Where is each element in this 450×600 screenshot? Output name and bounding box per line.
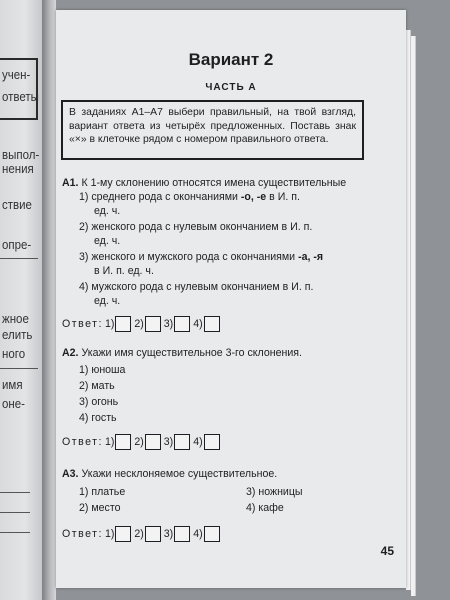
left-page-rule: [0, 492, 30, 493]
answer-checkbox[interactable]: [174, 526, 190, 542]
question-number: А1.: [62, 177, 79, 189]
left-page-text: имя: [2, 378, 23, 392]
left-page-text: оне-: [2, 397, 25, 411]
option-a3-2: 2) место: [79, 502, 121, 514]
option-a3-1: 1) платье: [79, 486, 126, 498]
workbook-page: [56, 10, 406, 588]
question-number: А3.: [62, 468, 79, 480]
answer-checkbox[interactable]: [145, 316, 161, 332]
page-edge: [411, 36, 416, 596]
option-a1-1: 1) среднего рода с окончаниями -о, -е в И. п. ед. ч.: [79, 191, 300, 217]
left-page-rule: [0, 532, 30, 533]
answer-checkbox[interactable]: [145, 526, 161, 542]
answer-checkbox[interactable]: [204, 526, 220, 542]
left-page-rule: [0, 512, 30, 513]
option-a1-2: 2) женского рода с нулевым окончанием в И. п. ед. ч.: [79, 221, 313, 247]
left-page-text: ствие: [2, 198, 32, 212]
answer-label: Ответ:: [62, 318, 103, 330]
part-heading: ЧАСТЬ А: [205, 82, 257, 93]
answer-checkbox[interactable]: [174, 316, 190, 332]
option-a3-3: 3) ножницы: [246, 486, 303, 498]
left-page-text: ответы: [2, 90, 39, 104]
left-page-text: ного: [2, 347, 26, 361]
question-a2: [62, 347, 382, 361]
page-title: Вариант 2: [188, 50, 274, 69]
left-page-text: жное: [2, 312, 29, 326]
answer-label: Ответ:: [62, 528, 103, 540]
left-page-rule: [0, 258, 38, 259]
answer-label: Ответ:: [62, 436, 103, 448]
left-page-text: нения: [2, 162, 34, 176]
option-a2-4: 4) гость: [79, 412, 117, 424]
option-a1-4: 4) мужского рода с нулевым окончанием в И. п. ед. ч.: [79, 281, 314, 307]
option-a2-3: 3) огонь: [79, 396, 119, 408]
option-a3-4: 4) кафе: [246, 502, 284, 514]
answer-row-a1: Ответ: 1) 2) 3) 4): [62, 316, 223, 332]
question-text: К 1-му склонению относятся имена существительные: [81, 177, 347, 189]
left-page-rule: [0, 368, 38, 369]
question-a1: [62, 177, 382, 191]
answer-row-a3: Ответ: 1) 2) 3) 4): [62, 526, 223, 542]
option-a2-1: 1) юноша: [79, 364, 126, 376]
question-text: Укажи имя существительное 3-го склонения.: [81, 347, 302, 359]
option-a2-2: 2) мать: [79, 380, 115, 392]
left-page-text: выпол-: [2, 148, 40, 162]
answer-checkbox[interactable]: [115, 316, 131, 332]
option-a1-3: 3) женского и мужского рода с окончаниями -а, -я в И. п. ед. ч.: [79, 251, 324, 277]
question-text: Укажи несклоняемое существительное.: [81, 468, 278, 480]
question-a3: [62, 468, 382, 482]
left-page-text: опре-: [2, 238, 32, 252]
question-number: А2.: [62, 347, 79, 359]
answer-checkbox[interactable]: [115, 526, 131, 542]
instruction-box: В заданиях А1–А7 выбери правильный, на твой взгляд, вариант ответа из четырёх предложенных. Поставь знак «×» в клеточке рядом с номером правильного ответа.: [61, 100, 364, 160]
answer-checkbox[interactable]: [115, 434, 131, 450]
answer-checkbox[interactable]: [174, 434, 190, 450]
book-gutter: [42, 0, 56, 600]
left-page-fragment: [0, 0, 42, 600]
page-number: 45: [380, 544, 394, 558]
answer-checkbox[interactable]: [204, 434, 220, 450]
answer-checkbox[interactable]: [145, 434, 161, 450]
answer-checkbox[interactable]: [204, 316, 220, 332]
answer-row-a2: Ответ: 1) 2) 3) 4): [62, 434, 223, 450]
left-page-text: учен-: [2, 68, 31, 82]
left-page-text: елить: [2, 328, 33, 342]
